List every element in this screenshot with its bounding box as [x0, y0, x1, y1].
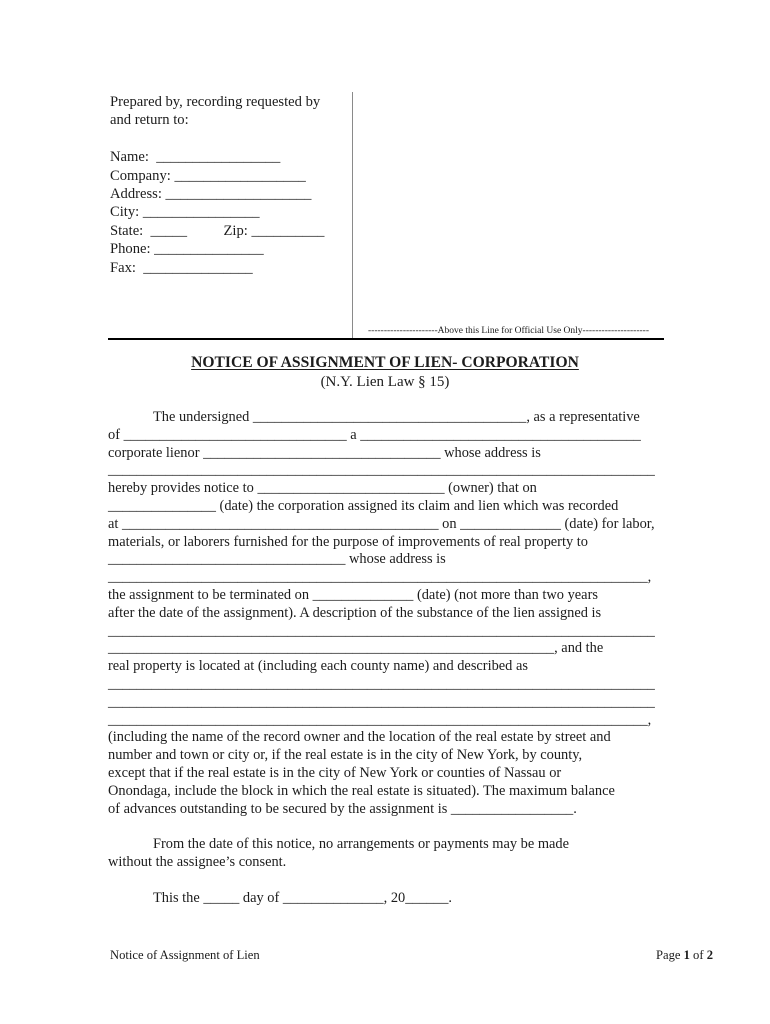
- blank-fill-line: ____________________________________________________________________________: [108, 462, 655, 479]
- blank-fill-line: ______________________________________________________________, and the: [108, 640, 604, 657]
- body-line: From the date of this notice, no arrangements or payments may be made: [153, 836, 570, 853]
- body-line: the assignment to be terminated on ______________ (date) (not more than two years: [108, 586, 598, 603]
- body-line: except that if the real estate is in the city of New York or counties of Nassau or: [108, 764, 562, 781]
- body-line: The undersigned ______________________________________, as a representative: [153, 409, 640, 425]
- prepared-by-line: Prepared by, recording requested by: [110, 94, 321, 110]
- page-number: 1: [683, 948, 690, 962]
- official-use-only-label: ----------------------Above this Line for Official Use Only---------------------: [368, 326, 649, 336]
- spacer-line: [108, 872, 668, 890]
- body-line: corporate lienor _________________________________ whose address is: [108, 444, 541, 461]
- date-execution-line: This the _____ day of ______________, 20______.: [153, 889, 452, 906]
- name-field-line: Name: _________________: [110, 149, 281, 166]
- body-line: of advances outstanding to be secured by the assignment is _________________.: [108, 800, 577, 817]
- phone-field-line: Phone: _______________: [110, 241, 264, 258]
- prepared-by-line: and return to:: [110, 112, 189, 129]
- body-line: number and town or city or, if the real estate is in the city of New York, by county,: [108, 747, 583, 764]
- blank-fill-line: ___________________________________________________________________________,: [108, 711, 652, 728]
- page-footer: [110, 948, 713, 963]
- vertical-divider: [352, 92, 353, 339]
- fax-field-line: Fax: _______________: [110, 259, 253, 276]
- prepared-by-block: [110, 93, 352, 277]
- company-field-line: Company: __________________: [110, 167, 306, 184]
- body-line: (including the name of the record owner and the location of the real estate by street and: [108, 729, 611, 746]
- page-subtitle: (N.Y. Lien Law § 15): [320, 374, 450, 390]
- body-line: Onondaga, include the block in which the real estate is situated). The maximum balance: [108, 782, 615, 799]
- body-line: at ____________________________________________ on ______________ (date) for labor,: [108, 515, 655, 532]
- footer-document-name: Notice of Assignment of Lien: [110, 948, 260, 962]
- body-line: _________________________________ whose address is: [108, 551, 446, 568]
- city-field-line: City: ________________: [110, 204, 260, 221]
- header-rule: [108, 338, 664, 340]
- blank-fill-line: ____________________________________________________________________________: [108, 693, 655, 710]
- page-title: NOTICE OF ASSIGNMENT OF LIEN- CORPORATION: [191, 354, 579, 371]
- address-field-line: Address: ____________________: [110, 186, 312, 203]
- spacer-line: [108, 818, 668, 836]
- body-line: after the date of the assignment). A description of the substance of the lien assigned is: [108, 604, 602, 621]
- blank-fill-line: ____________________________________________________________________________: [108, 622, 655, 639]
- state-zip-field-line: State: _____ Zip: __________: [110, 222, 325, 239]
- blank-fill-line: ___________________________________________________________________________,: [108, 569, 652, 586]
- form-body: [108, 409, 668, 907]
- body-line: _______________ (date) the corporation assigned its claim and lien which was recorded: [108, 497, 619, 514]
- blank-fill-line: ____________________________________________________________________________: [108, 675, 655, 692]
- page-total: 2: [706, 948, 713, 962]
- spacer-line: [110, 130, 352, 148]
- body-line: without the assignee’s consent.: [108, 853, 287, 870]
- body-line: hereby provides notice to __________________________ (owner) that on: [108, 480, 537, 497]
- body-line: of _______________________________ a _______________________________________: [108, 426, 641, 443]
- body-line: real property is located at (including each county name) and described as: [108, 658, 528, 675]
- footer-page-indicator: Page 1 of 2: [655, 948, 713, 962]
- body-line: materials, or laborers furnished for the purpose of improvements of real property to: [108, 533, 588, 550]
